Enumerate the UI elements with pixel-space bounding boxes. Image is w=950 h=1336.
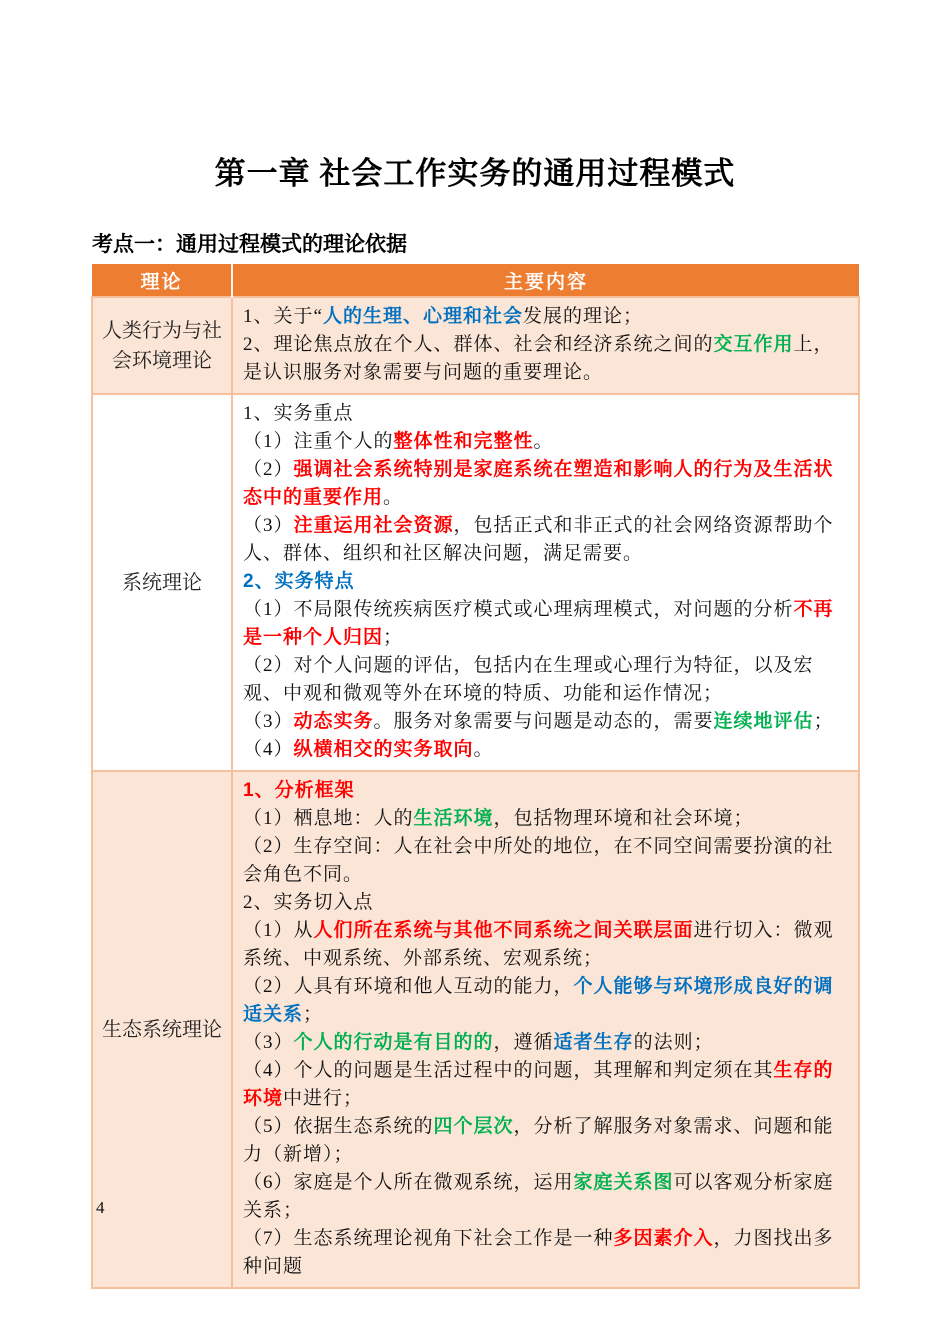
content-paragraph [243, 1057, 850, 1113]
content-paragraph [243, 736, 850, 764]
content-paragraph [243, 805, 850, 833]
table-row [92, 297, 859, 394]
text-segment: 。 [383, 487, 404, 508]
content-paragraph [243, 889, 850, 917]
text-segment: ，包括正式和非正式的社会网络资源帮助个人、群体、组织和社区解决问题，满足需要。 [243, 515, 834, 564]
text-segment: ，分析了解服务对象需求、问题和能力（新增）； [243, 1116, 834, 1165]
content-paragraph [243, 833, 850, 889]
text-segment: 2、理论焦点放在个人、群体、社会和经济系统之间的 [243, 334, 714, 355]
text-segment: ，遵循 [493, 1032, 554, 1053]
content-paragraph [243, 568, 850, 596]
content-paragraph [243, 708, 850, 736]
content-cell [232, 297, 859, 394]
text-segment: 多因素介入 [613, 1228, 714, 1249]
text-segment: （3） [243, 1032, 294, 1053]
theory-cell: 人类行为与社会环境理论 [92, 297, 232, 394]
page-number: 4 [96, 1198, 105, 1217]
text-segment: （1）从 [243, 920, 314, 941]
content-paragraph [243, 1169, 850, 1225]
text-segment: 适者生存 [553, 1032, 634, 1053]
text-segment: （6）家庭是个人所在微观系统，运用 [243, 1172, 574, 1193]
text-segment: 动态实务 [293, 711, 374, 732]
text-segment: 1、关于“ [243, 306, 323, 327]
text-segment: 可以客观分析家庭关系； [243, 1172, 834, 1221]
theory-table [91, 264, 860, 1289]
text-segment: （3） [243, 515, 294, 536]
text-segment: （2）人具有环境和他人互动的能力， [243, 976, 574, 997]
content-paragraph [243, 652, 850, 708]
text-segment: 四个层次 [433, 1116, 514, 1137]
chapter-title: 第一章 社会工作实务的通用过程模式 [214, 156, 736, 191]
text-segment: ； [383, 627, 404, 648]
content-paragraph [243, 456, 850, 512]
text-segment: 生活环境 [413, 808, 494, 829]
theory-cell: 生态系统理论 [92, 771, 232, 1288]
text-segment: 生存的环境 [243, 1060, 834, 1109]
header-cell-content: 主要内容 [232, 264, 859, 297]
text-segment: 人的生理、心理和社会 [322, 306, 523, 327]
table-row [92, 394, 859, 771]
text-segment: 个人的行动是有目的的 [293, 1032, 494, 1053]
text-segment: （2）生存空间：人在社会中所处的地位，在不同空间需要扮演的社会角色不同。 [243, 836, 834, 885]
text-segment: 注重运用社会资源 [293, 515, 454, 536]
text-segment: 强调社会系统特别是家庭系统在塑造和影响人的行为及生活状态中的重要作用 [243, 459, 834, 508]
text-segment: （4）个人的问题是生活过程中的问题，其理解和判定须在其 [243, 1060, 774, 1081]
content-paragraph [243, 303, 850, 331]
text-segment: 2、实务切入点 [243, 892, 374, 913]
text-segment: 1、实务重点 [243, 403, 354, 424]
content-paragraph [243, 1225, 850, 1281]
table-header-row [92, 264, 859, 297]
text-segment: （1）栖息地：人的 [243, 808, 414, 829]
text-segment: （1）不局限传统疾病医疗模式或心理病理模式，对问题的分析 [243, 599, 794, 620]
text-segment: 的法则； [633, 1032, 714, 1053]
text-segment: ，包括物理环境和社会环境； [493, 808, 754, 829]
text-segment: 1、分析框架 [243, 780, 355, 801]
content-cell [232, 394, 859, 771]
table-header [92, 264, 859, 297]
text-segment: 连续地评估 [713, 711, 814, 732]
theory-cell: 系统理论 [92, 394, 232, 771]
text-segment: （1）注重个人的 [243, 431, 394, 452]
content-paragraph [243, 596, 850, 652]
text-segment: （2） [243, 459, 294, 480]
text-segment: ； [813, 711, 834, 732]
content-paragraph [243, 331, 850, 387]
text-segment: 。 [533, 431, 554, 452]
text-segment: 发展的理论； [522, 306, 643, 327]
text-segment: 纵横相交的实务取向 [293, 739, 474, 760]
text-segment: 人们所在系统与其他不同系统之间关联层面 [313, 920, 694, 941]
header-cell-theory: 理论 [92, 264, 232, 297]
text-segment: （4） [243, 739, 294, 760]
content-cell [232, 771, 859, 1288]
text-segment: 2、实务特点 [243, 571, 355, 592]
text-segment: 中进行； [283, 1088, 364, 1109]
content-paragraph [243, 512, 850, 568]
text-segment: 。服务对象需要与问题是动态的，需要 [373, 711, 714, 732]
table-body [92, 297, 859, 1288]
text-segment: 整体性和完整性 [393, 431, 534, 452]
text-segment: 。 [473, 739, 494, 760]
content-paragraph [243, 1113, 850, 1169]
section-heading: 考点一：通用过程模式的理论依据 [92, 233, 407, 256]
text-segment: ，力图找出多种问题 [243, 1228, 834, 1277]
content-paragraph [243, 428, 850, 456]
text-segment: 交互作用 [713, 334, 794, 355]
content-paragraph [243, 973, 850, 1029]
content-paragraph [243, 777, 850, 805]
text-segment: （2）对个人问题的评估，包括内在生理或心理行为特征，以及宏观、中观和微观等外在环境的特质、功能和运作情况； [243, 655, 814, 704]
text-segment: 家庭关系图 [573, 1172, 674, 1193]
content-paragraph [243, 917, 850, 973]
text-segment: 上，是认识服务对象需要与问题的重要理论。 [243, 334, 834, 383]
text-segment: （7）生态系统理论视角下社会工作是一种 [243, 1228, 614, 1249]
text-segment: （5）依据生态系统的 [243, 1116, 434, 1137]
text-segment: 个人能够与环境形成良好的调适关系 [243, 976, 834, 1025]
content-paragraph [243, 1029, 850, 1057]
text-segment: 进行切入：微观系统、中观系统、外部系统、宏观系统； [243, 920, 834, 969]
content-paragraph [243, 400, 850, 428]
table-row [92, 771, 859, 1288]
text-segment: ； [303, 1004, 324, 1025]
text-segment: （3） [243, 711, 294, 732]
text-segment: 不再是一种个人归因 [243, 599, 834, 648]
